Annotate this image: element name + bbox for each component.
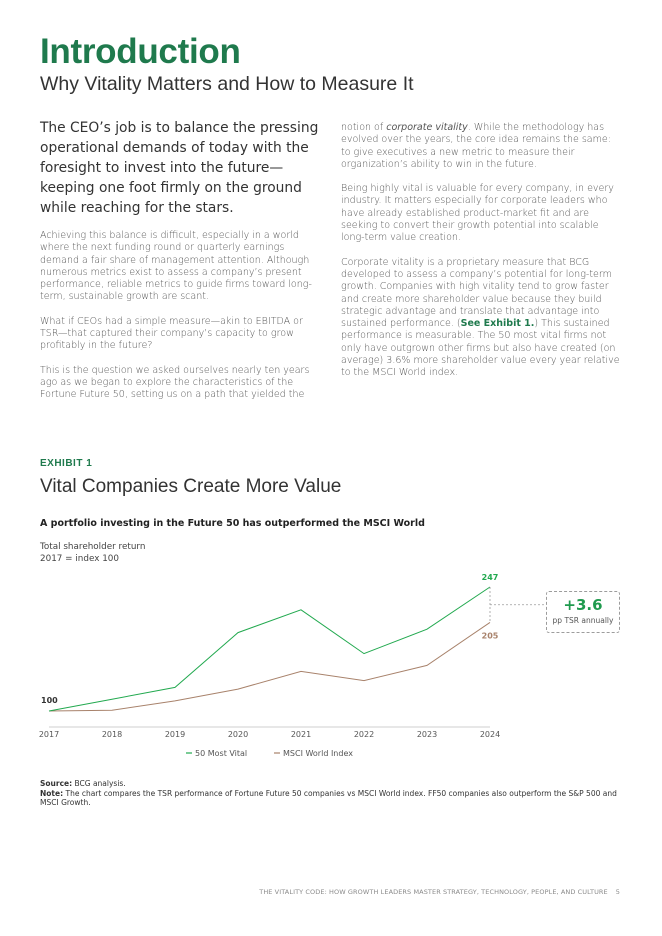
- note-line: [40, 789, 620, 808]
- source-label: Source:: [40, 779, 73, 788]
- right-p1-text-a: notion of: [341, 122, 387, 133]
- left-paragraph-2: What if CEOs had a simple measure—akin to EBITDA or TSR—that captured their company’s capacity to grow profitably in the future?: [40, 315, 303, 352]
- x-tick-label: 2022: [353, 730, 375, 739]
- corporate-vitality-term: corporate vitality: [386, 122, 468, 133]
- x-tick-label: 2024: [479, 730, 501, 739]
- x-tick-label: 2023: [416, 730, 438, 739]
- start-value-label: 100: [41, 696, 58, 705]
- left-column: [40, 230, 312, 414]
- chart-title: A portfolio investing in the Future 50 has outperformed the MSCI World: [40, 518, 425, 529]
- page-subtitle: Why Vitality Matters and How to Measure It: [40, 73, 414, 95]
- source-text: BCG analysis.: [72, 779, 126, 788]
- right-p1-text-b: . While the methodology has evolved over the years, the core idea remains the same: to give executives a new metric to measure their organization’s ability to win in the future.: [341, 122, 611, 170]
- left-paragraph-3: This is the question we asked ourselves nearly ten years ago as we began to explore the characteristics of the Fortune Future 50, setting us on a path that yielded the: [40, 364, 310, 401]
- right-paragraph-1: [341, 122, 621, 171]
- footer-title: THE VITALITY CODE: HOW GROWTH LEADERS MASTER STRATEGY, TECHNOLOGY, PEOPLE, AND CULTURE: [259, 888, 608, 896]
- source-line: [40, 779, 620, 789]
- see-exhibit-link[interactable]: See Exhibit 1.: [460, 318, 535, 330]
- right-p3-text-b: ) This sustained performance is measurable. The 50 most vital firms not only have outgrown other firms but also have created (on average) 3.6% more shareholder value every year relative to the MSCI World index.: [341, 318, 620, 379]
- left-paragraph-1: Achieving this balance is difficult, especially in a world where the next funding round or quarterly earnings demand a fair share of management attention. Although numerous metrics exist to assess a company’s present performance, reliable metrics to guide firms toward long-term, sustainable growth are scant.: [40, 230, 312, 303]
- x-tick-label: 2018: [101, 730, 123, 739]
- lead-paragraph: The CEO’s job is to balance the pressing operational demands of today with the foresight to invest into the future—keeping one foot firmly on the ground while reaching for the stars.: [40, 120, 319, 216]
- x-tick-label: 2019: [164, 730, 186, 739]
- x-tick-label: 2021: [290, 730, 312, 739]
- tsr-callout: [546, 591, 620, 633]
- x-tick-label: 2020: [227, 730, 249, 739]
- exhibit-title: Vital Companies Create More Value: [40, 476, 342, 497]
- series-line-50-most-vital: [49, 587, 490, 711]
- callout-subtext: pp TSR annually: [552, 616, 614, 625]
- note-label: Note:: [40, 788, 64, 798]
- right-paragraph-3: [341, 257, 621, 380]
- x-tick-label: 2017: [38, 730, 60, 739]
- chart-ylabel-line-2: 2017 = index 100: [40, 554, 120, 564]
- callout-value: +3.6: [563, 596, 603, 614]
- right-p3-text-a: Corporate vitality is a proprietary measure that BCG developed to assess a company’s potential for long-term growth. Companies with high vitality tend to grow faster and create more shareholder value because they build strategic advantage and translate that advantage into sustained performance. (: [341, 256, 612, 330]
- chart-ylabel-line-1: Total shareholder return: [40, 542, 146, 552]
- source-note: [40, 779, 620, 808]
- legend-label-50-most-vital: 50 Most Vital: [195, 749, 248, 758]
- page-title: Introduction: [40, 32, 241, 71]
- legend-label-msci-world-index: MSCI World Index: [283, 749, 353, 758]
- right-paragraph-2: Being highly vital is valuable for every company, in every industry. It matters especially for corporate leaders who have already established product-market fit and are seeking to convert their growth potential into scalable long-term value creation.: [341, 183, 614, 244]
- chart-y-axis-label: [40, 541, 145, 565]
- page-number: 5: [615, 888, 620, 896]
- note-text: The chart compares the TSR performance of Fortune Future 50 companies vs MSCI World index. FF50 companies also outperform the S&P 500 and MSCI Growth.: [40, 788, 617, 807]
- vital-end-label: 247: [481, 573, 499, 582]
- series-line-msci-world-index: [49, 622, 490, 711]
- msci-end-label: 205: [481, 631, 499, 641]
- right-column: [341, 122, 621, 392]
- exhibit-label: EXHIBIT 1: [40, 458, 93, 469]
- page-footer: [259, 888, 620, 896]
